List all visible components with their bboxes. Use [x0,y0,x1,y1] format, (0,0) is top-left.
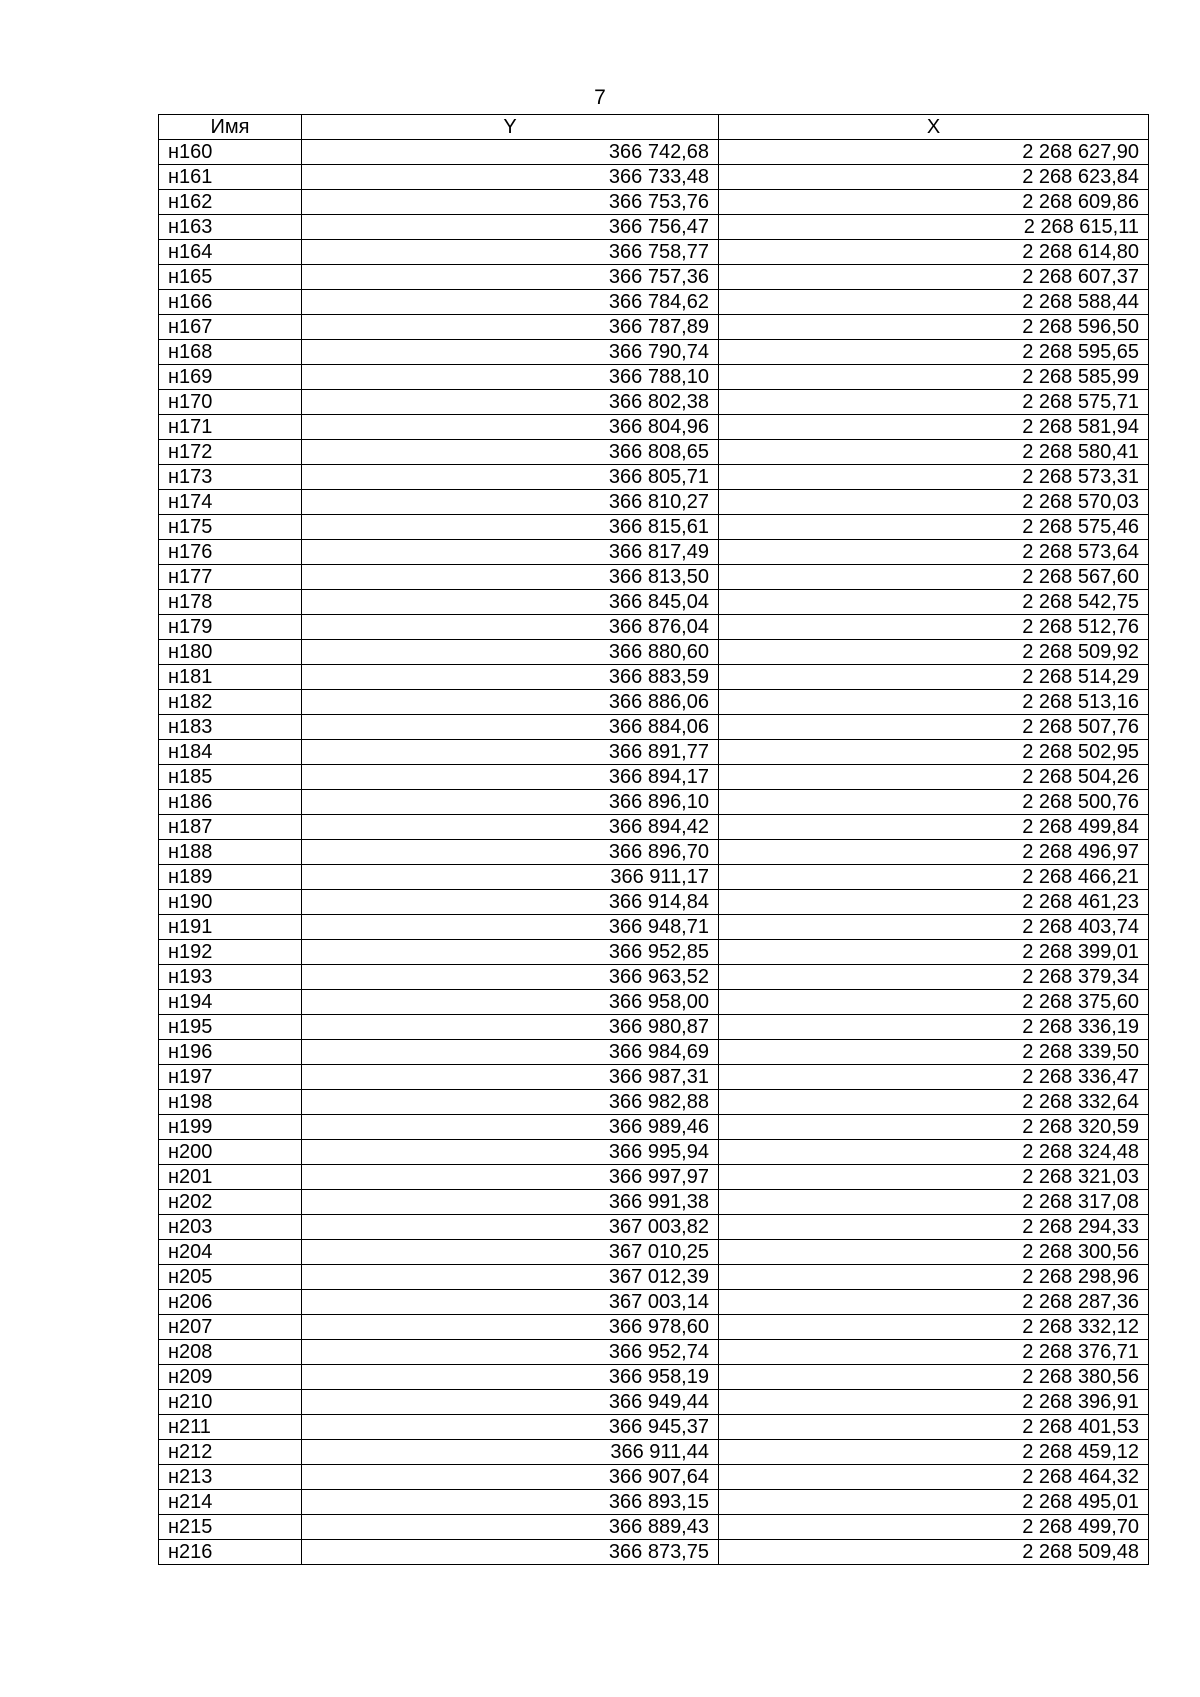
table-row [159,465,1149,490]
table-row [159,1265,1149,1290]
table-row [159,1090,1149,1115]
x-coordinate-cell: 2 268 336,19 [719,1015,1149,1040]
point-name-cell: н183 [159,715,302,740]
table-row [159,315,1149,340]
column-header-y: Y [302,115,719,140]
point-name-cell: н180 [159,640,302,665]
table-row [159,840,1149,865]
y-coordinate-cell: 366 997,97 [302,1165,719,1190]
point-name-cell: н198 [159,1090,302,1115]
x-coordinate-cell: 2 268 317,08 [719,1190,1149,1215]
table-row [159,1365,1149,1390]
table-row [159,1490,1149,1515]
x-coordinate-cell: 2 268 461,23 [719,890,1149,915]
x-coordinate-cell: 2 268 324,48 [719,1140,1149,1165]
x-coordinate-cell: 2 268 575,46 [719,515,1149,540]
x-coordinate-cell: 2 268 375,60 [719,990,1149,1015]
table-row [159,790,1149,815]
table-row [159,715,1149,740]
y-coordinate-cell: 366 808,65 [302,440,719,465]
point-name-cell: н163 [159,215,302,240]
table-row [159,1015,1149,1040]
x-coordinate-cell: 2 268 399,01 [719,940,1149,965]
y-coordinate-cell: 366 845,04 [302,590,719,615]
table-row [159,1315,1149,1340]
point-name-cell: н160 [159,140,302,165]
table-row [159,340,1149,365]
column-header-name: Имя [159,115,302,140]
table-row [159,1165,1149,1190]
y-coordinate-cell: 366 891,77 [302,740,719,765]
y-coordinate-cell: 366 991,38 [302,1190,719,1215]
x-coordinate-cell: 2 268 496,97 [719,840,1149,865]
point-name-cell: н211 [159,1415,302,1440]
y-coordinate-cell: 366 889,43 [302,1515,719,1540]
table-row [159,1115,1149,1140]
y-coordinate-cell: 366 886,06 [302,690,719,715]
x-coordinate-cell: 2 268 403,74 [719,915,1149,940]
table-row [159,765,1149,790]
y-coordinate-cell: 366 914,84 [302,890,719,915]
table-row [159,440,1149,465]
y-coordinate-cell: 367 012,39 [302,1265,719,1290]
x-coordinate-cell: 2 268 585,99 [719,365,1149,390]
x-coordinate-cell: 2 268 499,84 [719,815,1149,840]
point-name-cell: н181 [159,665,302,690]
x-coordinate-cell: 2 268 336,47 [719,1065,1149,1090]
point-name-cell: н167 [159,315,302,340]
point-name-cell: н177 [159,565,302,590]
y-coordinate-cell: 366 989,46 [302,1115,719,1140]
x-coordinate-cell: 2 268 507,76 [719,715,1149,740]
x-coordinate-cell: 2 268 499,70 [719,1515,1149,1540]
x-coordinate-cell: 2 268 504,26 [719,765,1149,790]
y-coordinate-cell: 366 952,74 [302,1340,719,1365]
x-coordinate-cell: 2 268 581,94 [719,415,1149,440]
table-row [159,1240,1149,1265]
x-coordinate-cell: 2 268 495,01 [719,1490,1149,1515]
y-coordinate-cell: 366 980,87 [302,1015,719,1040]
x-coordinate-cell: 2 268 376,71 [719,1340,1149,1365]
table-row [159,1040,1149,1065]
x-coordinate-cell: 2 268 287,36 [719,1290,1149,1315]
point-name-cell: н203 [159,1215,302,1240]
x-coordinate-cell: 2 268 401,53 [719,1415,1149,1440]
table-row [159,640,1149,665]
point-name-cell: н209 [159,1365,302,1390]
y-coordinate-cell: 366 894,42 [302,815,719,840]
y-coordinate-cell: 366 896,10 [302,790,719,815]
point-name-cell: н188 [159,840,302,865]
point-name-cell: н174 [159,490,302,515]
y-coordinate-cell: 366 995,94 [302,1140,719,1165]
x-coordinate-cell: 2 268 573,64 [719,540,1149,565]
point-name-cell: н189 [159,865,302,890]
x-coordinate-cell: 2 268 339,50 [719,1040,1149,1065]
x-coordinate-cell: 2 268 567,60 [719,565,1149,590]
point-name-cell: н187 [159,815,302,840]
x-coordinate-cell: 2 268 588,44 [719,290,1149,315]
x-coordinate-cell: 2 268 380,56 [719,1365,1149,1390]
x-coordinate-cell: 2 268 379,34 [719,965,1149,990]
y-coordinate-cell: 366 742,68 [302,140,719,165]
table-row [159,215,1149,240]
x-coordinate-cell: 2 268 513,16 [719,690,1149,715]
point-name-cell: н216 [159,1540,302,1565]
table-row [159,1340,1149,1365]
y-coordinate-cell: 366 753,76 [302,190,719,215]
x-coordinate-cell: 2 268 570,03 [719,490,1149,515]
point-name-cell: н199 [159,1115,302,1140]
x-coordinate-cell: 2 268 509,48 [719,1540,1149,1565]
point-name-cell: н169 [159,365,302,390]
x-coordinate-cell: 2 268 615,11 [719,215,1149,240]
y-coordinate-cell: 366 883,59 [302,665,719,690]
table-header-row [159,115,1149,140]
x-coordinate-cell: 2 268 396,91 [719,1390,1149,1415]
table-row [159,1215,1149,1240]
y-coordinate-cell: 366 952,85 [302,940,719,965]
y-coordinate-cell: 366 984,69 [302,1040,719,1065]
table-row [159,140,1149,165]
table-row [159,190,1149,215]
point-name-cell: н192 [159,940,302,965]
point-name-cell: н193 [159,965,302,990]
table-row [159,490,1149,515]
point-name-cell: н185 [159,765,302,790]
point-name-cell: н190 [159,890,302,915]
y-coordinate-cell: 366 880,60 [302,640,719,665]
y-coordinate-cell: 366 894,17 [302,765,719,790]
table-row [159,990,1149,1015]
point-name-cell: н162 [159,190,302,215]
y-coordinate-cell: 366 958,00 [302,990,719,1015]
x-coordinate-cell: 2 268 459,12 [719,1440,1149,1465]
y-coordinate-cell: 366 987,31 [302,1065,719,1090]
x-coordinate-cell: 2 268 609,86 [719,190,1149,215]
table-row [159,165,1149,190]
y-coordinate-cell: 366 893,15 [302,1490,719,1515]
point-name-cell: н191 [159,915,302,940]
x-coordinate-cell: 2 268 512,76 [719,615,1149,640]
x-coordinate-cell: 2 268 321,03 [719,1165,1149,1190]
point-name-cell: н182 [159,690,302,715]
x-coordinate-cell: 2 268 614,80 [719,240,1149,265]
point-name-cell: н178 [159,590,302,615]
x-coordinate-cell: 2 268 298,96 [719,1265,1149,1290]
y-coordinate-cell: 366 884,06 [302,715,719,740]
y-coordinate-cell: 366 733,48 [302,165,719,190]
y-coordinate-cell: 366 804,96 [302,415,719,440]
point-name-cell: н214 [159,1490,302,1515]
y-coordinate-cell: 366 873,75 [302,1540,719,1565]
x-coordinate-cell: 2 268 464,32 [719,1465,1149,1490]
x-coordinate-cell: 2 268 320,59 [719,1115,1149,1140]
point-name-cell: н164 [159,240,302,265]
page-number: 7 [594,86,606,109]
y-coordinate-cell: 366 978,60 [302,1315,719,1340]
y-coordinate-cell: 366 788,10 [302,365,719,390]
table-row [159,890,1149,915]
point-name-cell: н184 [159,740,302,765]
x-coordinate-cell: 2 268 542,75 [719,590,1149,615]
point-name-cell: н176 [159,540,302,565]
y-coordinate-cell: 366 945,37 [302,1415,719,1440]
x-coordinate-cell: 2 268 294,33 [719,1215,1149,1240]
x-coordinate-cell: 2 268 300,56 [719,1240,1149,1265]
y-coordinate-cell: 366 911,44 [302,1440,719,1465]
x-coordinate-cell: 2 268 580,41 [719,440,1149,465]
table-row [159,1390,1149,1415]
point-name-cell: н161 [159,165,302,190]
point-name-cell: н215 [159,1515,302,1540]
point-name-cell: н186 [159,790,302,815]
table-row [159,815,1149,840]
y-coordinate-cell: 366 758,77 [302,240,719,265]
table-row [159,690,1149,715]
y-coordinate-cell: 366 757,36 [302,265,719,290]
table-row [159,1190,1149,1215]
x-coordinate-cell: 2 268 595,65 [719,340,1149,365]
table-row [159,1415,1149,1440]
table-row [159,615,1149,640]
coordinates-table [158,114,1149,1565]
point-name-cell: н173 [159,465,302,490]
point-name-cell: н204 [159,1240,302,1265]
table-row [159,740,1149,765]
table-row [159,540,1149,565]
y-coordinate-cell: 366 876,04 [302,615,719,640]
y-coordinate-cell: 366 817,49 [302,540,719,565]
y-coordinate-cell: 367 010,25 [302,1240,719,1265]
y-coordinate-cell: 366 813,50 [302,565,719,590]
point-name-cell: н205 [159,1265,302,1290]
table-row [159,940,1149,965]
y-coordinate-cell: 366 982,88 [302,1090,719,1115]
table-row [159,1065,1149,1090]
table-row [159,415,1149,440]
table-row [159,390,1149,415]
point-name-cell: н206 [159,1290,302,1315]
point-name-cell: н166 [159,290,302,315]
table-row [159,1440,1149,1465]
y-coordinate-cell: 366 911,17 [302,865,719,890]
point-name-cell: н168 [159,340,302,365]
point-name-cell: н201 [159,1165,302,1190]
table-row [159,1290,1149,1315]
y-coordinate-cell: 366 802,38 [302,390,719,415]
table-row [159,1465,1149,1490]
y-coordinate-cell: 367 003,82 [302,1215,719,1240]
table-row [159,665,1149,690]
point-name-cell: н208 [159,1340,302,1365]
y-coordinate-cell: 366 784,62 [302,290,719,315]
table-body [159,140,1149,1565]
point-name-cell: н179 [159,615,302,640]
y-coordinate-cell: 367 003,14 [302,1290,719,1315]
y-coordinate-cell: 366 805,71 [302,465,719,490]
point-name-cell: н197 [159,1065,302,1090]
x-coordinate-cell: 2 268 509,92 [719,640,1149,665]
point-name-cell: н170 [159,390,302,415]
x-coordinate-cell: 2 268 575,71 [719,390,1149,415]
x-coordinate-cell: 2 268 623,84 [719,165,1149,190]
x-coordinate-cell: 2 268 332,64 [719,1090,1149,1115]
table-row [159,265,1149,290]
table-row [159,1515,1149,1540]
y-coordinate-cell: 366 958,19 [302,1365,719,1390]
table-row [159,965,1149,990]
table-row [159,565,1149,590]
table-row [159,915,1149,940]
x-coordinate-cell: 2 268 573,31 [719,465,1149,490]
table-row [159,1540,1149,1565]
point-name-cell: н165 [159,265,302,290]
y-coordinate-cell: 366 896,70 [302,840,719,865]
table-row [159,865,1149,890]
point-name-cell: н194 [159,990,302,1015]
point-name-cell: н210 [159,1390,302,1415]
x-coordinate-cell: 2 268 514,29 [719,665,1149,690]
x-coordinate-cell: 2 268 627,90 [719,140,1149,165]
y-coordinate-cell: 366 810,27 [302,490,719,515]
table-row [159,240,1149,265]
table-row [159,290,1149,315]
table-row [159,590,1149,615]
y-coordinate-cell: 366 790,74 [302,340,719,365]
point-name-cell: н195 [159,1015,302,1040]
y-coordinate-cell: 366 948,71 [302,915,719,940]
x-coordinate-cell: 2 268 607,37 [719,265,1149,290]
y-coordinate-cell: 366 907,64 [302,1465,719,1490]
y-coordinate-cell: 366 949,44 [302,1390,719,1415]
x-coordinate-cell: 2 268 596,50 [719,315,1149,340]
table-row [159,515,1149,540]
point-name-cell: н213 [159,1465,302,1490]
point-name-cell: н172 [159,440,302,465]
y-coordinate-cell: 366 787,89 [302,315,719,340]
y-coordinate-cell: 366 963,52 [302,965,719,990]
y-coordinate-cell: 366 815,61 [302,515,719,540]
x-coordinate-cell: 2 268 502,95 [719,740,1149,765]
y-coordinate-cell: 366 756,47 [302,215,719,240]
point-name-cell: н212 [159,1440,302,1465]
x-coordinate-cell: 2 268 500,76 [719,790,1149,815]
point-name-cell: н207 [159,1315,302,1340]
point-name-cell: н202 [159,1190,302,1215]
point-name-cell: н171 [159,415,302,440]
point-name-cell: н200 [159,1140,302,1165]
x-coordinate-cell: 2 268 466,21 [719,865,1149,890]
column-header-x: X [719,115,1149,140]
x-coordinate-cell: 2 268 332,12 [719,1315,1149,1340]
table-row [159,1140,1149,1165]
point-name-cell: н175 [159,515,302,540]
point-name-cell: н196 [159,1040,302,1065]
table-row [159,365,1149,390]
